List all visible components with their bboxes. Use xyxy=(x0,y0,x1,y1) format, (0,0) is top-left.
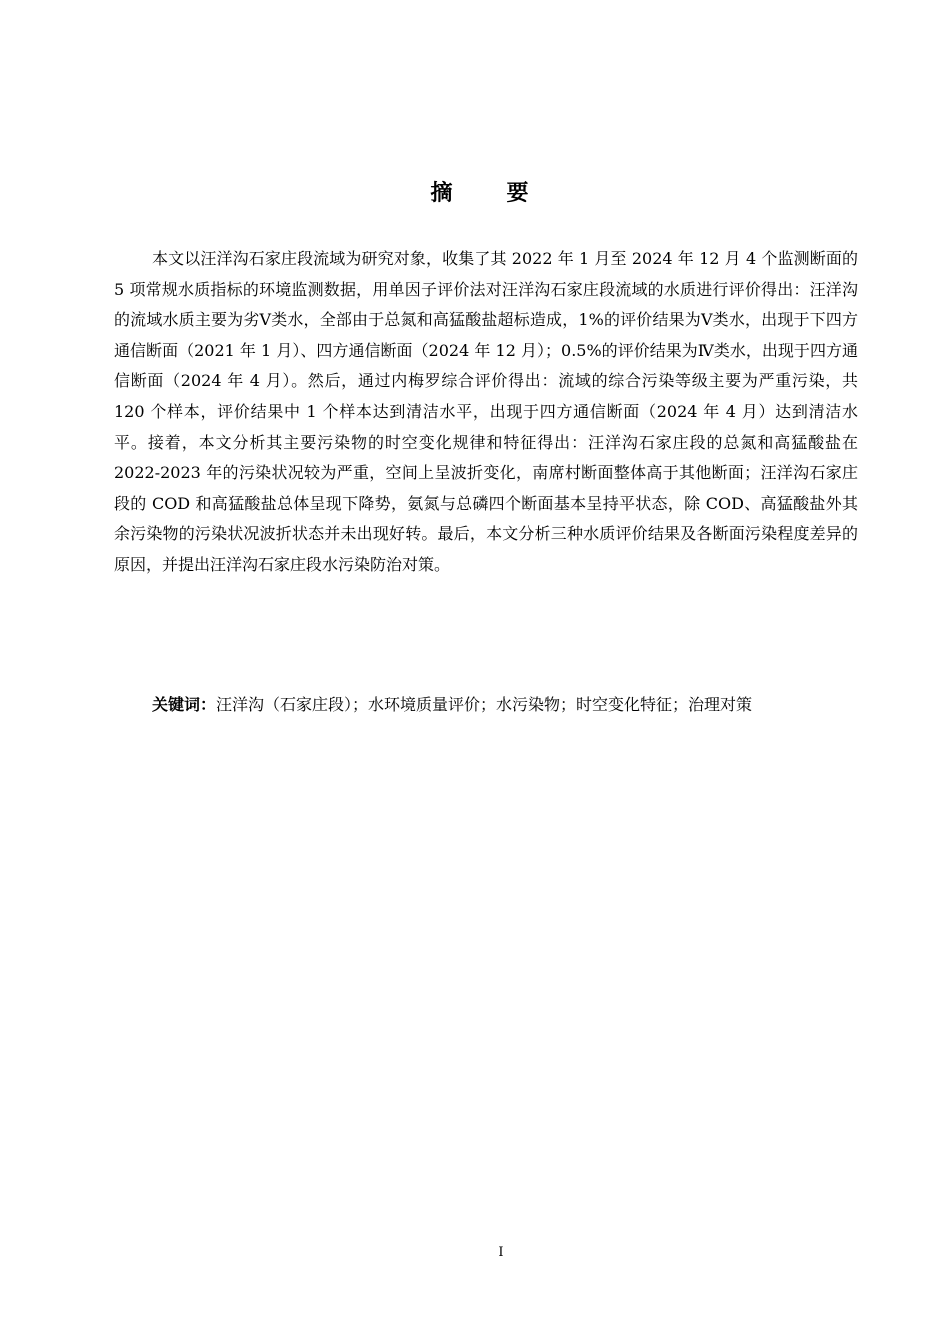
page-title: 摘 要 xyxy=(430,181,545,206)
abstract-paragraph: 本文以汪洋沟石家庄段流域为研究对象，收集了其 2022 年 1 月至 2024 年 12 月 4 个监测断面的 5 项常规水质指标的环境监测数据，用单因子评价法对汪洋沟石家庄段流域的水质进行评价得出：汪洋沟的流域水质主要为劣Ⅴ类水，全部由于总氮和高猛酸盐超标造成，1%的评价结果为Ⅴ类水，出现于下四方通信断面（2021 年 1 月）、四方通信断面（2024 年 12 月）；0.5%的评价结果为Ⅳ类水，出现于四方通信断面（2024 年 4 月）。然后，通过内梅罗综合评价得出：流域的综合污染等级主要为严重污染，共 120 个样本，评价结果中 1 个样本达到清洁水平，出现于四方通信断面（2024 年 4 月）达到清洁水平。接着，本文分析其主要污染物的时空变化规律和特征得出：汪洋沟石家庄段的总氮和高猛酸盐在 2022-2023 年的污染状况较为严重，空间上呈波折变化，南席村断面整体高于其他断面；汪洋沟石家庄段的 COD 和高猛酸盐总体呈现下降势，氨氮与总磷四个断面基本呈持平状态，除 COD、高猛酸盐外其余污染物的污染状况波折状态并未出现好转。最后，本文分析三种水质评价结果及各断面污染程度差异的原因，并提出汪洋沟石家庄段水污染防治对策。 xyxy=(114,249,858,574)
keywords-text: 汪洋沟（石家庄段）；水环境质量评价；水污染物；时空变化特征；治理对策 xyxy=(216,695,753,714)
keywords-label: 关键词： xyxy=(152,695,217,714)
keywords-paragraph xyxy=(114,690,858,721)
page-number: I xyxy=(498,1245,504,1260)
